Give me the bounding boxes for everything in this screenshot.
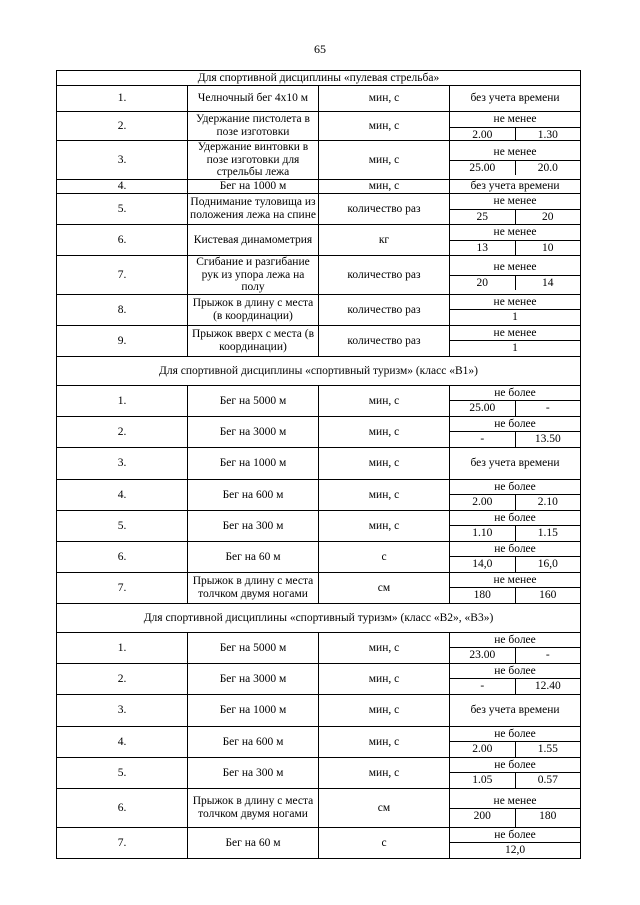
norm-values-box: [450, 295, 580, 325]
unit-of-measure: см: [319, 572, 450, 603]
table-row: [57, 757, 581, 788]
norm-value-merged: 12,0: [504, 844, 526, 857]
norm-condition: не более: [450, 727, 580, 743]
norm-values: без учета времени: [450, 179, 581, 193]
norm-value-girls: 180: [539, 810, 557, 823]
norm-value-boys: -: [450, 679, 516, 694]
unit-of-measure: мин, с: [319, 757, 450, 788]
unit-of-measure: мин, с: [319, 416, 450, 447]
norm-value-cells: [450, 432, 580, 447]
unit-of-measure: мин, с: [319, 86, 450, 112]
table-row: [57, 827, 581, 858]
unit-of-measure: мин, с: [319, 385, 450, 416]
norm-condition: не менее: [450, 145, 580, 161]
table-row: [57, 193, 581, 224]
norm-values-box: [450, 511, 580, 541]
section-title: Для спортивной дисциплины «пулевая стрельба»: [57, 71, 581, 86]
norm-value-cells: [450, 742, 580, 757]
norm-values: [450, 224, 581, 255]
exercise-name: Прыжок в длину с места толчком двумя ногами: [188, 572, 319, 603]
row-number: 2.: [57, 416, 188, 447]
norm-values-box: [450, 828, 580, 858]
exercise-name: Бег на 300 м: [188, 757, 319, 788]
norm-condition: не менее: [450, 112, 580, 128]
norm-value-boys: 13: [450, 241, 516, 256]
norm-value-girls: 20: [542, 210, 554, 223]
norm-values: [450, 416, 581, 447]
exercise-name: Бег на 5000 м: [188, 632, 319, 663]
norm-values-box: [450, 194, 580, 224]
norm-value-boys: 1.05: [450, 773, 516, 788]
norm-value-cells: [450, 401, 580, 416]
norm-values-box: [450, 417, 580, 447]
section-header-row: [57, 356, 581, 385]
row-number: 5.: [57, 193, 188, 224]
exercise-name: Прыжок в длину с места (в координации): [188, 294, 319, 325]
norm-condition: не более: [450, 542, 580, 558]
unit-of-measure: количество раз: [319, 193, 450, 224]
exercise-name: Бег на 300 м: [188, 510, 319, 541]
norm-value-cells: [450, 341, 580, 356]
unit-of-measure: см: [319, 788, 450, 827]
norm-value-girls: 0.57: [537, 774, 558, 787]
table-row: [57, 447, 581, 479]
norm-values-box: [450, 260, 580, 290]
norm-value-cells: [450, 495, 580, 510]
norm-value-girls: 160: [539, 589, 557, 602]
row-number: 3.: [57, 141, 188, 180]
table-row: [57, 112, 581, 141]
norm-value-girls: 16,0: [537, 558, 558, 571]
norm-values: без учета времени: [450, 447, 581, 479]
norm-condition: не более: [450, 511, 580, 527]
unit-of-measure: мин, с: [319, 632, 450, 663]
table-row: [57, 479, 581, 510]
norm-values-box: [450, 758, 580, 788]
row-number: 7.: [57, 255, 188, 294]
row-number: 8.: [57, 294, 188, 325]
norm-condition: не более: [450, 758, 580, 774]
norm-values-box: [450, 664, 580, 694]
norm-condition: не более: [450, 664, 580, 680]
unit-of-measure: количество раз: [319, 325, 450, 356]
norm-condition: не менее: [450, 789, 580, 810]
norm-value-boys: 23.00: [450, 648, 516, 663]
norm-value-girls: 2.10: [537, 496, 558, 509]
exercise-name: Бег на 60 м: [188, 541, 319, 572]
norm-value-boys: 2.00: [450, 742, 516, 757]
section-header-row: [57, 71, 581, 86]
exercise-name: Кистевая динамометрия: [188, 224, 319, 255]
norm-condition: не менее: [450, 326, 580, 342]
exercise-name: Бег на 3000 м: [188, 416, 319, 447]
unit-of-measure: мин, с: [319, 510, 450, 541]
exercise-name: Бег на 5000 м: [188, 385, 319, 416]
exercise-name: Бег на 1000 м: [188, 694, 319, 726]
norm-value-boys: 25.00: [450, 161, 516, 176]
norm-condition: не менее: [450, 260, 580, 276]
norm-condition: не более: [450, 480, 580, 496]
table-row: [57, 86, 581, 112]
norm-value-girls: 1.30: [537, 128, 558, 141]
exercise-name: Бег на 3000 м: [188, 663, 319, 694]
norm-value-cells: [450, 809, 580, 827]
norm-values: [450, 788, 581, 827]
exercise-name: Бег на 600 м: [188, 726, 319, 757]
norm-value-girls: 20.0: [537, 161, 558, 174]
unit-of-measure: мин, с: [319, 141, 450, 180]
norm-value-cells: [450, 276, 580, 291]
unit-of-measure: мин, с: [319, 112, 450, 141]
norm-values: [450, 510, 581, 541]
row-number: 1.: [57, 632, 188, 663]
norm-values-box: [450, 542, 580, 572]
norm-values: [450, 827, 581, 858]
norm-values: [450, 632, 581, 663]
norm-value-girls: 14: [542, 276, 554, 289]
norm-values: [450, 193, 581, 224]
norm-condition: не более: [450, 386, 580, 402]
norm-value-boys: 2.00: [450, 128, 516, 141]
unit-of-measure: мин, с: [319, 447, 450, 479]
norm-values: [450, 385, 581, 416]
exercise-name: Челночный бег 4х10 м: [188, 86, 319, 112]
norm-value-boys: 25.00: [450, 401, 516, 416]
norm-value-cells: [450, 679, 580, 694]
norm-value-cells: [450, 210, 580, 225]
norm-values: [450, 325, 581, 356]
norm-values: [450, 112, 581, 141]
table-row: [57, 224, 581, 255]
row-number: 3.: [57, 694, 188, 726]
table-row: [57, 179, 581, 193]
standards-table-body: [57, 71, 581, 859]
unit-of-measure: с: [319, 827, 450, 858]
norm-value-girls: 1.55: [537, 743, 558, 756]
exercise-name: Прыжок в длину с места толчком двумя ногами: [188, 788, 319, 827]
table-row: [57, 325, 581, 356]
norm-value-boys: 25: [450, 210, 516, 225]
norm-condition: не более: [450, 828, 580, 844]
row-number: 5.: [57, 510, 188, 541]
norm-value-merged: 1: [512, 342, 518, 355]
unit-of-measure: количество раз: [319, 294, 450, 325]
exercise-name: Бег на 60 м: [188, 827, 319, 858]
unit-of-measure: мин, с: [319, 179, 450, 193]
exercise-name: Удержание пистолета в позе изготовки: [188, 112, 319, 141]
norm-condition: не более: [450, 633, 580, 649]
exercise-name: Прыжок вверх с места (в координации): [188, 325, 319, 356]
norm-values: [450, 757, 581, 788]
norm-values: без учета времени: [450, 694, 581, 726]
norm-value-cells: [450, 843, 580, 858]
row-number: 6.: [57, 788, 188, 827]
row-number: 4.: [57, 726, 188, 757]
norm-values: [450, 294, 581, 325]
table-row: [57, 385, 581, 416]
norm-value-boys: 1.10: [450, 526, 516, 541]
page-number: 65: [314, 42, 326, 56]
norm-value-boys: 20: [450, 276, 516, 291]
norm-condition: не менее: [450, 194, 580, 210]
table-row: [57, 572, 581, 603]
row-number: 7.: [57, 572, 188, 603]
table-row: [57, 416, 581, 447]
norm-values: [450, 663, 581, 694]
norm-value-girls: -: [545, 402, 550, 415]
table-row: [57, 663, 581, 694]
unit-of-measure: кг: [319, 224, 450, 255]
norm-value-boys: 2.00: [450, 495, 516, 510]
norm-condition: не более: [450, 417, 580, 433]
row-number: 2.: [57, 663, 188, 694]
row-number: 2.: [57, 112, 188, 141]
norm-condition: не менее: [450, 573, 580, 589]
norm-value-cells: [450, 526, 580, 541]
table-row: [57, 632, 581, 663]
unit-of-measure: мин, с: [319, 726, 450, 757]
standards-table: [56, 70, 581, 859]
norm-condition: не менее: [450, 295, 580, 311]
norm-value-cells: [450, 241, 580, 256]
row-number: 6.: [57, 224, 188, 255]
norm-values-box: [450, 326, 580, 356]
norm-value-boys: 200: [450, 809, 516, 827]
table-row: [57, 726, 581, 757]
row-number: 4.: [57, 479, 188, 510]
row-number: 1.: [57, 385, 188, 416]
row-number: 3.: [57, 447, 188, 479]
exercise-name: Бег на 600 м: [188, 479, 319, 510]
norm-value-girls: 12.40: [534, 680, 561, 693]
row-number: 5.: [57, 757, 188, 788]
norm-value-girls: 1.15: [537, 527, 558, 540]
exercise-name: Поднимание туловища из положения лежа на спине: [188, 193, 319, 224]
norm-values: [450, 726, 581, 757]
exercise-name: Бег на 1000 м: [188, 447, 319, 479]
row-number: 1.: [57, 86, 188, 112]
norm-value-boys: 180: [450, 588, 516, 603]
norm-value-cells: [450, 128, 580, 141]
exercise-name: Удержание винтовки в позе изготовки для стрельбы лежа: [188, 141, 319, 180]
norm-value-cells: [450, 648, 580, 663]
norm-value-cells: [450, 773, 580, 788]
norm-values-box: [450, 480, 580, 510]
unit-of-measure: мин, с: [319, 479, 450, 510]
norm-value-merged: 1: [512, 311, 518, 324]
norm-values-box: [450, 633, 580, 663]
unit-of-measure: количество раз: [319, 255, 450, 294]
norm-value-boys: 14,0: [450, 557, 516, 572]
norm-values: [450, 255, 581, 294]
unit-of-measure: мин, с: [319, 663, 450, 694]
norm-values: [450, 541, 581, 572]
norm-values: [450, 479, 581, 510]
section-header-row: [57, 603, 581, 632]
table-row: [57, 694, 581, 726]
norm-values-box: [450, 386, 580, 416]
norm-value-girls: 13.50: [534, 433, 561, 446]
norm-value-cells: [450, 588, 580, 603]
unit-of-measure: мин, с: [319, 694, 450, 726]
unit-of-measure: с: [319, 541, 450, 572]
row-number: 9.: [57, 325, 188, 356]
table-row: [57, 541, 581, 572]
norm-value-cells: [450, 557, 580, 572]
norm-value-girls: 10: [542, 241, 554, 254]
exercise-name: Сгибание и разгибание рук из упора лежа на полу: [188, 255, 319, 294]
norm-values-box: [450, 727, 580, 757]
row-number: 4.: [57, 179, 188, 193]
norm-values-box: [450, 145, 580, 175]
norm-values-box: [450, 225, 580, 255]
row-number: 7.: [57, 827, 188, 858]
table-row: [57, 141, 581, 180]
table-row: [57, 255, 581, 294]
section-title: Для спортивной дисциплины «спортивный туризм» (класс «В2», «В3»): [57, 603, 581, 632]
norm-value-girls: -: [545, 649, 550, 662]
norm-values-box: [450, 789, 580, 827]
table-row: [57, 510, 581, 541]
norm-value-boys: -: [450, 432, 516, 447]
row-number: 6.: [57, 541, 188, 572]
norm-values: [450, 141, 581, 180]
norm-values: [450, 572, 581, 603]
norm-values-box: [450, 573, 580, 603]
norm-value-cells: [450, 161, 580, 176]
section-title: Для спортивной дисциплины «спортивный туризм» (класс «В1»): [57, 356, 581, 385]
norm-values: без учета времени: [450, 86, 581, 112]
exercise-name: Бег на 1000 м: [188, 179, 319, 193]
norm-values-box: [450, 112, 580, 140]
table-row: [57, 294, 581, 325]
norm-condition: не менее: [450, 225, 580, 241]
norm-value-cells: [450, 310, 580, 325]
table-row: [57, 788, 581, 827]
